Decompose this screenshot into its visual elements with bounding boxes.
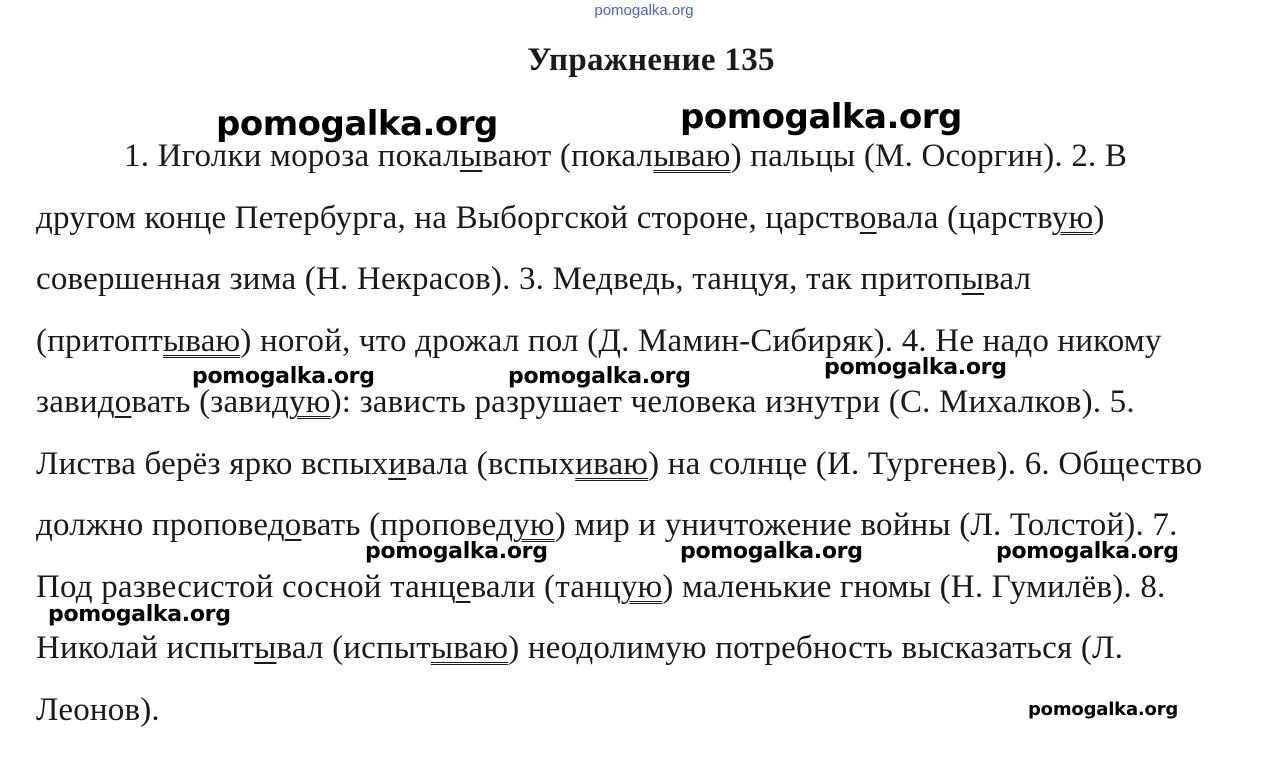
suffix-underline: ы	[254, 630, 277, 666]
suffix-double-underline: ываю	[430, 630, 509, 666]
suffix-double-underline: ываю	[653, 138, 731, 174]
suffix-underline: о	[114, 384, 132, 420]
sentence-3: 3. Медведь, танцуя, так притопывал (притоптываю) ногой, что дрожал пол (Д. Мамин-Сибиряк).	[36, 261, 1032, 359]
site-link[interactable]: pomogalka.org	[594, 2, 694, 19]
suffix-double-underline: иваю	[575, 445, 649, 482]
sentence-1: 1. Иголки мороза покалывают (покалываю) пальцы (М. Осоргин).	[124, 138, 1072, 174]
suffix-double-underline: ую	[513, 507, 555, 543]
exercise-title: Упражнение 135	[527, 42, 775, 78]
suffix-double-underline: ую	[1051, 199, 1094, 236]
watermark: pomogalka.org	[508, 364, 691, 389]
suffix-underline: о	[284, 507, 302, 543]
suffix-underline: е	[455, 568, 471, 605]
watermark: pomogalka.org	[824, 355, 1007, 380]
suffix-double-underline: ую	[289, 384, 331, 420]
watermark: pomogalka.org	[365, 539, 548, 564]
watermark: pomogalka.org	[996, 539, 1179, 564]
suffix-underline: и	[388, 445, 407, 482]
sentence-2: 2. В другом конце Петербурга, на Выборгской стороне, царствовала (царствую) совершенная зима (Н. Некрасов).	[36, 138, 1128, 297]
exercise-text	[36, 126, 1226, 741]
sentence-7: 7. Под развесистой сосной танцевали (танцую) маленькие гномы (Н. Гумилёв).	[36, 507, 1178, 605]
suffix-underline: ы	[961, 261, 985, 297]
suffix-double-underline: ую	[620, 568, 663, 605]
sentence-6: 6. Общество должно проповедовать (проповедую) мир и уничтожение войны (Л. Толстой).	[36, 445, 1203, 543]
watermark: pomogalka.org	[680, 97, 962, 137]
suffix-underline: о	[859, 199, 877, 236]
sentence-8: 8. Николай испытывал (испытываю) неодолимую потребность высказаться (Л. Леонов).	[36, 568, 1166, 728]
sentence-4: 4. Не надо никому завидовать (завидую): зависть разрушает человека изнутри (С. Михалков).	[36, 322, 1162, 420]
watermark: pomogalka.org	[1028, 699, 1179, 720]
suffix-underline: ы	[459, 138, 483, 174]
watermark: pomogalka.org	[192, 364, 375, 389]
suffix-double-underline: ываю	[162, 322, 241, 359]
watermark: pomogalka.org	[680, 539, 863, 564]
sentence-5: 5. Листва берёз ярко вспыхивала (вспыхиваю) на солнце (И. Тургенев).	[36, 384, 1135, 482]
watermark: pomogalka.org	[48, 602, 231, 627]
watermark: pomogalka.org	[216, 104, 498, 144]
